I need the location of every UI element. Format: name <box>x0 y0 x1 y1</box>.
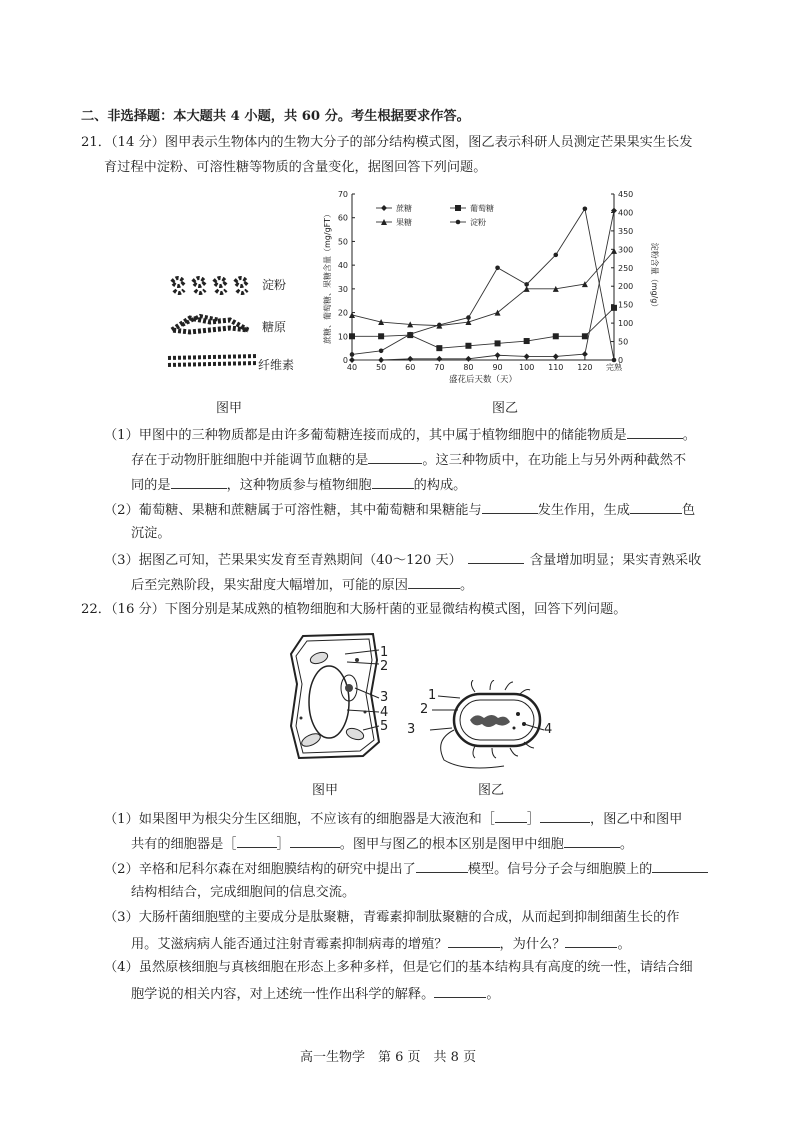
q21-chart <box>318 186 668 392</box>
plant-cell-number-2: 2 <box>380 659 389 674</box>
q22-fig-a-caption: 图甲 <box>312 783 339 798</box>
answer-blank[interactable] <box>408 575 460 589</box>
q21-sub1-text-a-end: 。 <box>682 428 696 443</box>
bacterium-number-4: 4 <box>544 722 553 737</box>
page-footer: 高一生物学 第 6 页 共 8 页 <box>300 1050 477 1065</box>
data-point <box>553 253 558 258</box>
q22-sub3-text-b2: ，为什么？ <box>499 937 566 952</box>
bacterium-number-2: 2 <box>420 702 429 717</box>
q22-sub3-line2 <box>131 934 631 954</box>
y-tick-label-right: 50 <box>618 337 629 347</box>
starch-structure <box>172 278 247 293</box>
answer-blank[interactable] <box>540 809 590 823</box>
series-line <box>352 209 614 360</box>
y-tick-label-left: 50 <box>337 237 348 247</box>
legend-label: 淀粉 <box>470 218 486 227</box>
q21-sub3-line1 <box>104 550 701 570</box>
data-point <box>379 348 384 353</box>
y-axis-label-right: 淀粉含量（mg/g） <box>650 242 659 312</box>
q22-sub3-text-b3: 。 <box>617 937 631 952</box>
answer-blank[interactable] <box>290 834 340 848</box>
data-point <box>408 332 413 337</box>
data-point <box>455 205 461 211</box>
y-tick-label-left: 30 <box>337 284 348 294</box>
answer-blank[interactable] <box>630 500 682 514</box>
q22-sub1-text-b3: 。图甲与图乙的根本区别是图甲中细胞 <box>339 837 564 852</box>
fig-a-label-starch: 淀粉 <box>262 278 287 292</box>
q21-sub3-text-b1: 后至完熟阶段，果实甜度大幅增加，可能的原因 <box>131 578 408 593</box>
q22-sub1-text-a1: （1）如果图甲为根尖分生区细胞，不应该有的细胞器是大液泡和［ <box>104 812 495 827</box>
y-tick-label-left: 0 <box>342 356 348 365</box>
data-point <box>407 356 413 362</box>
x-tick-label: 完熟 <box>606 363 622 372</box>
q22-figure-a-plant-cell <box>285 630 395 770</box>
data-point <box>582 351 588 357</box>
q22-sub1-line1 <box>104 809 682 829</box>
data-point <box>437 323 442 328</box>
legend-label: 蔗糖 <box>396 204 412 213</box>
x-tick-label: 60 <box>405 363 416 372</box>
q21-sub2-line2: 沉淀。 <box>131 526 171 541</box>
q21-sub3-text-a2: 含量增加明显；果实青熟采收 <box>529 553 702 568</box>
q21-sub2-text-a2: 发生作用，生成 <box>537 503 630 518</box>
data-point <box>436 345 442 351</box>
data-point <box>611 248 617 254</box>
x-tick-label: 90 <box>492 363 503 372</box>
answer-blank[interactable] <box>368 450 422 464</box>
series-line <box>352 251 614 326</box>
answer-blank[interactable] <box>627 425 683 439</box>
glycogen-structure <box>172 316 248 332</box>
data-point <box>553 353 559 359</box>
q21-sub1-text-c2: ，这种物质参与植物细胞 <box>226 478 372 493</box>
cellulose-structure <box>168 356 258 365</box>
answer-blank[interactable] <box>565 934 617 948</box>
plant-cell-number-4: 4 <box>380 705 389 720</box>
q22-sub4-line2 <box>131 984 500 1004</box>
y-tick-label-right: 200 <box>618 282 634 292</box>
q22-stem: 22．（16 分）下图分别是某成熟的植物细胞和大肠杆菌的亚显微结构模式图，回答下列问题。 <box>81 602 627 617</box>
data-point <box>349 333 355 339</box>
data-point <box>495 352 501 358</box>
data-point <box>553 333 559 339</box>
q21-sub1-line3 <box>131 475 466 495</box>
q21-sub1-text-c1: 同的是 <box>131 478 171 493</box>
q21-stem-line2: 育过程中淀粉、可溶性糖等物质的含量变化，据图回答下列问题。 <box>104 160 487 175</box>
q22-sub1-text-b2: ］ <box>276 837 290 852</box>
fig-a-caption: 图甲 <box>216 401 243 416</box>
q22-sub1-text-b1: 共有的细胞器是［ <box>131 837 237 852</box>
q22-sub1-text-a2: ］ <box>526 812 541 827</box>
data-point <box>495 265 500 270</box>
fig-b-caption: 图乙 <box>492 401 519 416</box>
x-axis-label: 盛花后天数（天） <box>448 375 518 385</box>
plant-cell-number-1: 1 <box>380 645 389 660</box>
q22-sub4-text-b2: 。 <box>486 987 500 1002</box>
q21-sub1-text-a: （1）甲图中的三种物质都是由许多葡萄糖连接而成的，其中属于植物细胞中的储能物质是 <box>104 428 627 443</box>
y-tick-label-right: 300 <box>618 245 634 255</box>
q22-sub4-text-b1: 胞学说的相关内容，对上述统一性作出科学的解释。 <box>131 987 435 1002</box>
q21-sub2-text-a1: （2）葡萄糖、果糖和蔗糖属于可溶性糖，其中葡萄糖和果糖能与 <box>104 503 482 518</box>
q22-sub1-text-a3: ，图乙中和图甲 <box>590 812 683 827</box>
x-tick-label: 50 <box>376 363 387 372</box>
y-tick-label-right: 150 <box>618 300 634 310</box>
q21-sub2-text-a3: 色 <box>681 503 696 518</box>
data-point <box>381 205 387 211</box>
section-heading: 二、非选择题：本大题共 4 小题，共 60 分。考生根据要求作答。 <box>81 109 470 124</box>
q22-sub4-line1: （4）虽然原核细胞与真核细胞在形态上多种多样，但是它们的基本结构具有高度的统一性，请结合细 <box>104 960 693 975</box>
bacterium-number-1: 1 <box>428 688 437 703</box>
q21-sub2-line1 <box>104 500 695 520</box>
y-tick-label-left: 40 <box>337 261 348 271</box>
y-tick-label-right: 100 <box>618 319 634 329</box>
data-point <box>350 352 355 357</box>
data-point <box>524 282 529 287</box>
q22-sub1-text-b4: 。 <box>619 837 634 852</box>
plant-cell-number-5: 5 <box>380 719 389 734</box>
x-tick-label: 40 <box>346 363 358 372</box>
data-point <box>583 206 588 211</box>
q21-sub3-text-b2: 。 <box>459 578 474 593</box>
data-point <box>465 356 471 362</box>
answer-blank[interactable] <box>372 475 414 489</box>
y-tick-label-left: 10 <box>337 332 348 342</box>
y-tick-label-left: 20 <box>337 308 348 318</box>
answer-blank[interactable] <box>652 859 708 873</box>
q21-sub1-line1 <box>104 425 696 445</box>
q21-sub1-text-b1: 存在于动物肝脏细胞中并能调节血糖的是 <box>131 453 369 468</box>
data-point <box>465 343 471 349</box>
answer-blank[interactable] <box>564 834 620 848</box>
data-point <box>611 305 617 311</box>
answer-blank[interactable] <box>237 834 277 848</box>
x-tick-label: 80 <box>463 363 474 372</box>
x-tick-label: 70 <box>434 363 445 372</box>
x-tick-label: 120 <box>577 363 593 372</box>
q22-sub2-text-a1: （2）辛格和尼科尔森在对细胞膜结构的研究中提出了 <box>104 862 416 877</box>
legend-label: 果糖 <box>396 218 412 227</box>
q22-sub2-text-a2: 模型。信号分子会与细胞膜上的 <box>467 862 653 877</box>
q21-sub1-text-c3: 的构成。 <box>413 478 467 493</box>
y-axis-label-left: 蔗糖、葡萄糖、果糖含量（mg/gFT） <box>323 210 332 344</box>
answer-blank[interactable] <box>482 500 538 514</box>
q22-sub1-line2 <box>131 834 633 854</box>
q21-sub1-text-b2: 。这三种物质中，在功能上与另外两种截然不 <box>422 453 687 468</box>
y-tick-label-left: 70 <box>337 190 348 199</box>
plant-cell-number-3: 3 <box>380 690 389 705</box>
q21-sub3-text-a1: （3）据图乙可知，芒果果实发育至青熟期间（40～120 天） <box>104 553 462 568</box>
answer-blank[interactable] <box>434 984 486 998</box>
y-tick-label-right: 250 <box>618 263 634 273</box>
data-point <box>378 333 384 339</box>
answer-blank[interactable] <box>416 859 468 873</box>
data-point <box>436 356 442 362</box>
y-tick-label-right: 350 <box>618 226 634 236</box>
data-point <box>524 338 530 344</box>
legend-label: 葡萄糖 <box>470 204 494 213</box>
q21-sub1-line2 <box>131 450 686 470</box>
y-tick-label-left: 60 <box>337 213 348 223</box>
series-line <box>352 211 614 360</box>
data-point <box>466 315 471 320</box>
answer-blank[interactable] <box>495 809 527 823</box>
fig-a-label-cellulose: 纤维素 <box>258 358 295 372</box>
y-tick-label-right: 0 <box>618 356 624 365</box>
fig-a-label-glycogen: 糖原 <box>262 320 287 334</box>
q22-sub2-line2: 结构相结合，完成细胞间的信息交流。 <box>131 885 356 900</box>
q22-sub3-text-b1: 用。艾滋病病人能否通过注射青霉素抑制病毒的增殖？ <box>131 937 448 952</box>
q22-sub3-line1: （3）大肠杆菌细胞壁的主要成分是肽聚糖，青霉素抑制肽聚糖的合成，从而起到抑制细菌生长的作 <box>104 910 680 925</box>
data-point <box>456 220 461 225</box>
data-point <box>612 358 617 363</box>
x-tick-label: 100 <box>519 363 535 372</box>
answer-blank[interactable] <box>448 934 500 948</box>
y-tick-label-right: 450 <box>618 190 634 199</box>
y-tick-label-right: 400 <box>618 208 634 218</box>
data-point <box>495 340 501 346</box>
answer-blank[interactable] <box>171 475 227 489</box>
x-tick-label: 110 <box>548 363 564 372</box>
series-line <box>352 308 614 348</box>
q22-fig-b-caption: 图乙 <box>478 783 505 798</box>
data-point <box>524 353 530 359</box>
data-point <box>582 333 588 339</box>
answer-blank[interactable] <box>468 550 524 564</box>
q21-sub3-line2 <box>131 575 473 595</box>
bacterium-number-3: 3 <box>407 722 416 737</box>
q22-sub2-line1 <box>104 859 708 879</box>
q21-stem-line1: 21．（14 分）图甲表示生物体内的生物大分子的部分结构模式图，图乙表示科研人员测定芒果果实生长发 <box>81 135 693 150</box>
